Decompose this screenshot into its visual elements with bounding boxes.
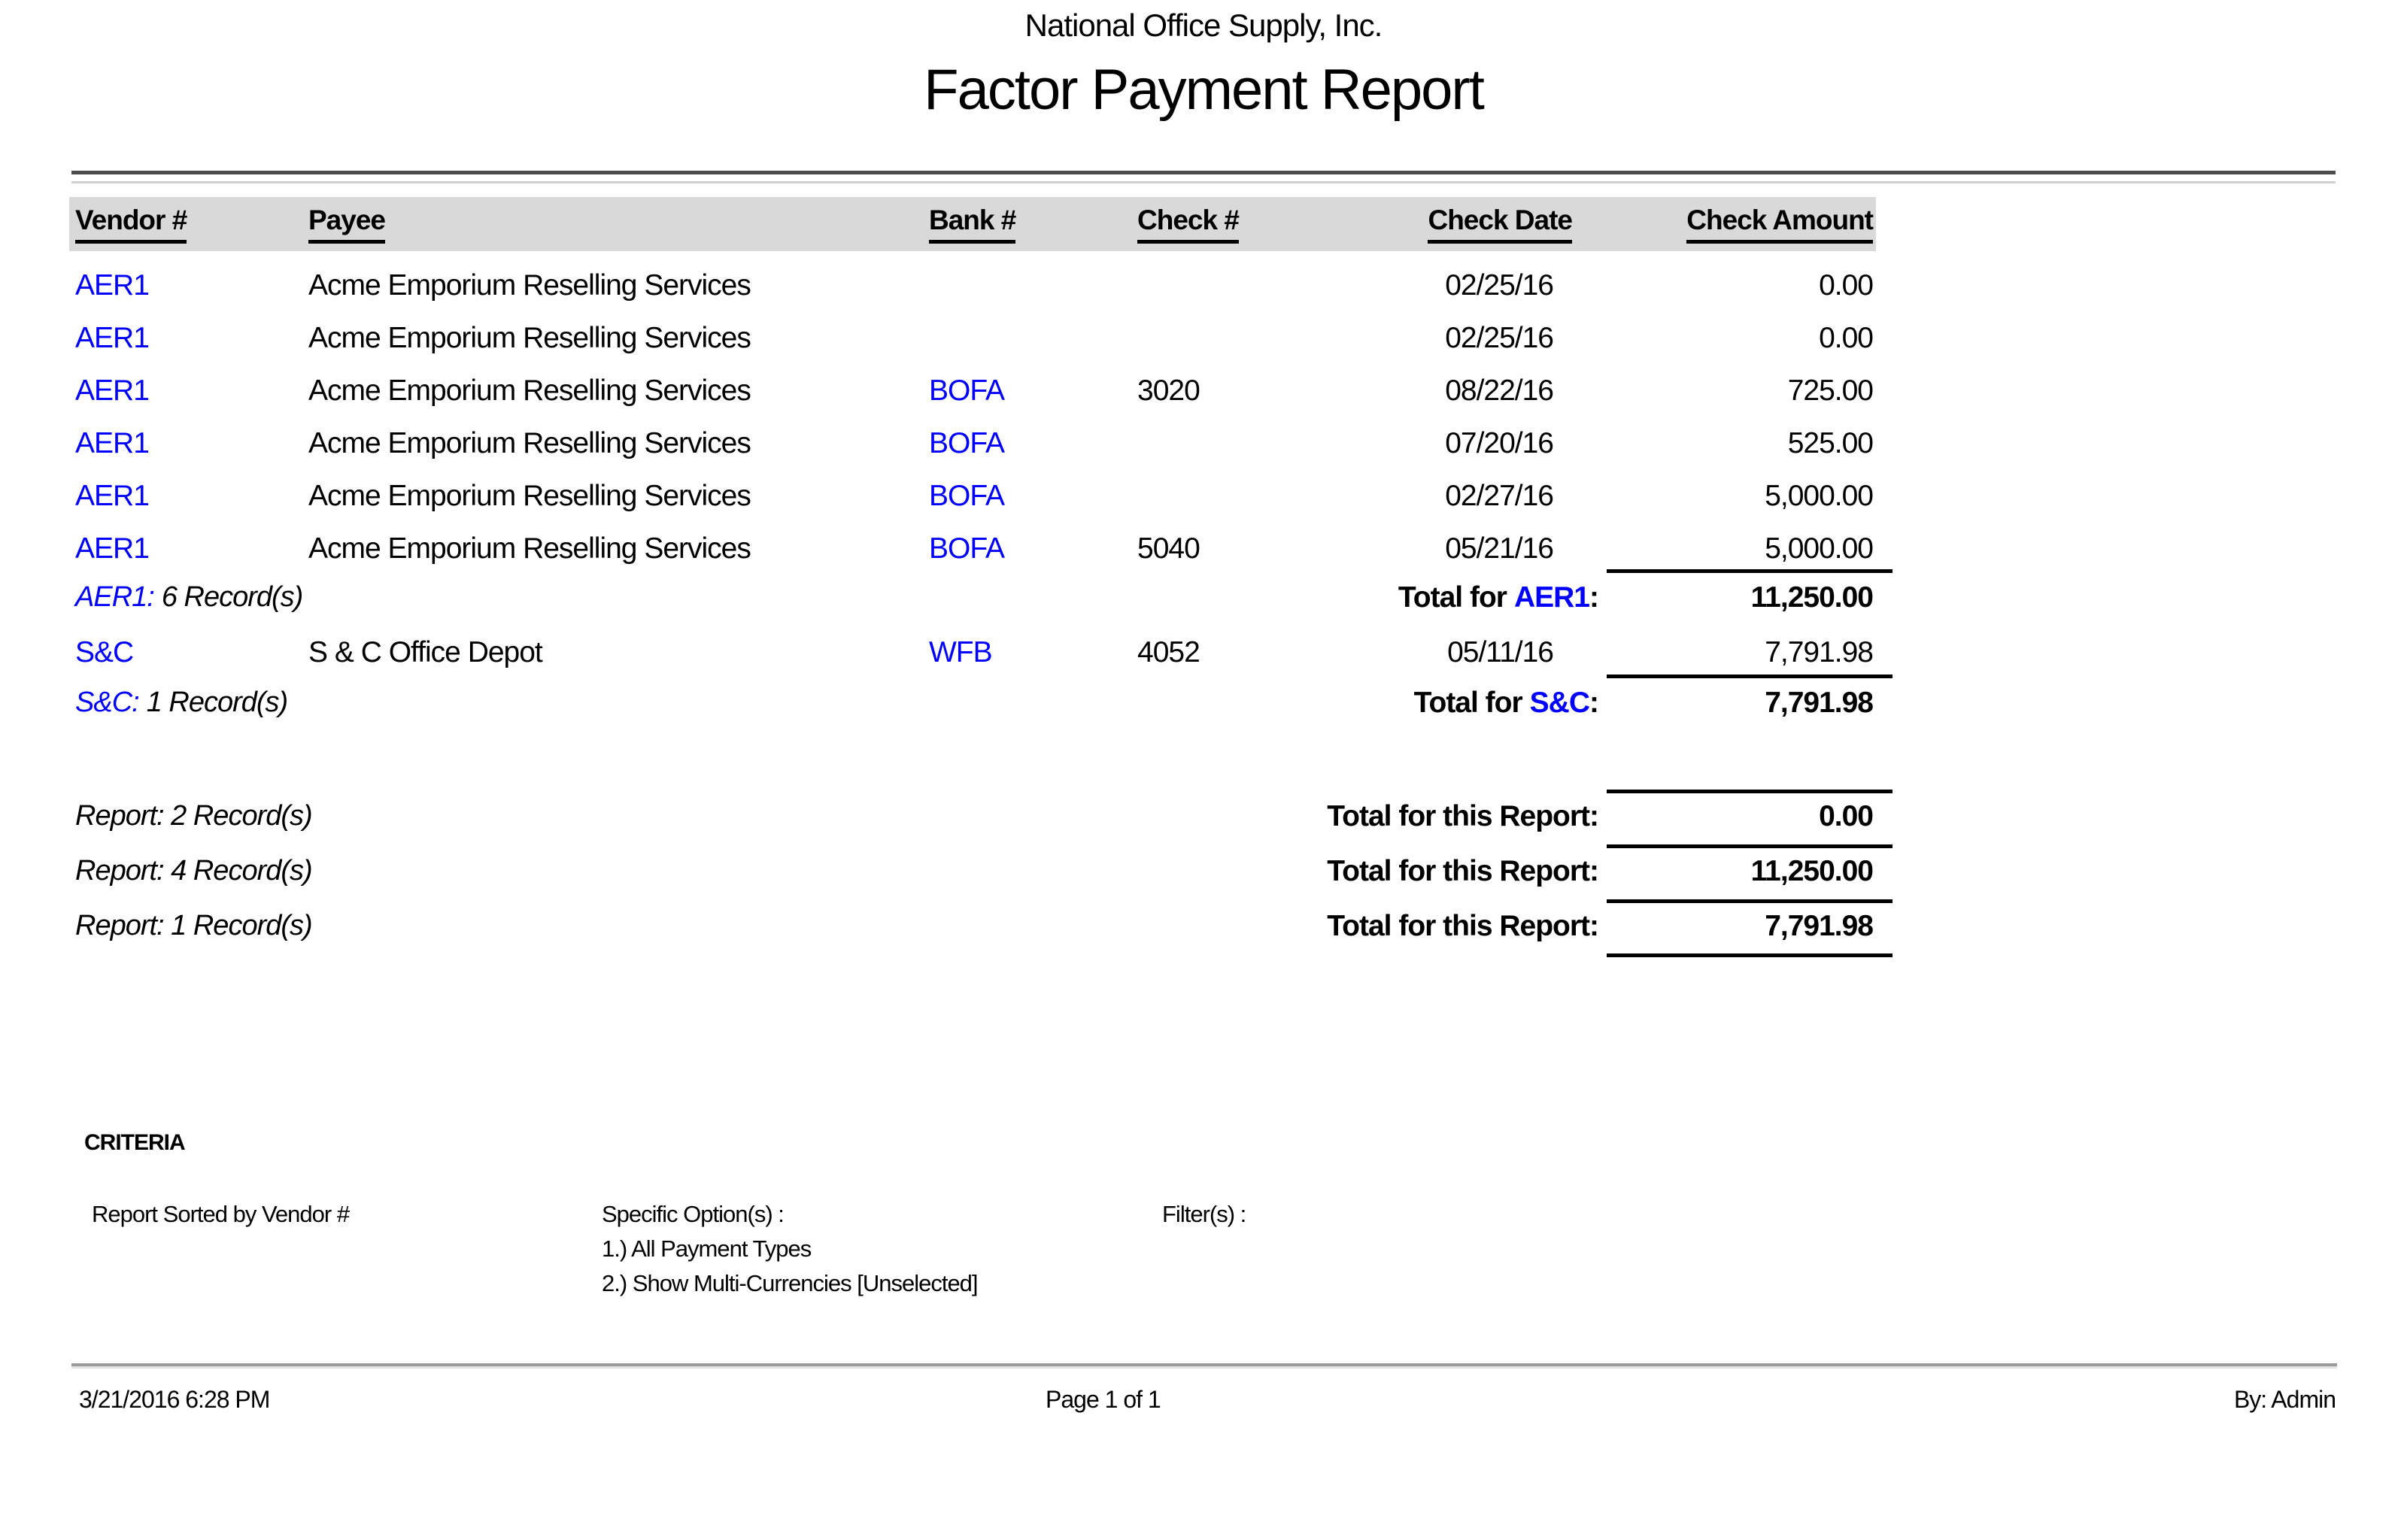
check-date-cell: 07/20/16 xyxy=(1445,427,1553,459)
footer-page-number: Page 1 of 1 xyxy=(1046,1386,1161,1413)
column-header-vendor xyxy=(75,205,187,244)
check-date-cell: 02/27/16 xyxy=(1445,480,1553,512)
payee-cell: S & C Office Depot xyxy=(308,636,542,668)
column-header-payee-label: Payee xyxy=(308,205,385,244)
check-amount-cell: 525.00 xyxy=(1787,427,1873,459)
group-summary-row xyxy=(0,581,2407,614)
group-record-count-text: 1 Record(s) xyxy=(146,687,288,718)
title-divider-dark xyxy=(71,171,2336,174)
bank-link[interactable]: BOFA xyxy=(929,374,1005,407)
criteria-heading: CRITERIA xyxy=(84,1130,185,1155)
report-total-row xyxy=(0,855,2407,888)
group-total-prefix: Total for xyxy=(1398,581,1507,614)
column-header-check-amount-label: Check Amount xyxy=(1686,205,1873,244)
check-amount-cell: 5,000.00 xyxy=(1765,480,1873,512)
check-number-cell: 4052 xyxy=(1137,636,1200,668)
page-title: Factor Payment Report xyxy=(924,58,1483,122)
payee-cell: Acme Emporium Reselling Services xyxy=(308,427,751,459)
report-total-row xyxy=(0,910,2407,943)
criteria-specific-options-label: Specific Option(s) : xyxy=(602,1201,784,1227)
group-total-amount: 11,250.00 xyxy=(1750,581,1873,614)
table-row xyxy=(0,374,2407,408)
group-total-colon: : xyxy=(1589,687,1598,719)
group-record-count-text: 6 Record(s) xyxy=(161,581,303,613)
report-record-count: Report: 4 Record(s) xyxy=(75,855,312,887)
group-total-vendor-link[interactable]: AER1 xyxy=(1513,581,1589,614)
footer-author: By: Admin xyxy=(2233,1386,2336,1413)
check-date-cell: 05/21/16 xyxy=(1445,532,1553,565)
column-header-check-label: Check # xyxy=(1137,205,1239,244)
vendor-link[interactable]: AER1 xyxy=(75,269,149,302)
group-record-count-code: AER1: xyxy=(75,581,154,613)
title-divider-light xyxy=(71,181,2336,183)
footer-datetime: 3/21/2016 6:28 PM xyxy=(79,1386,270,1413)
payee-cell: Acme Emporium Reselling Services xyxy=(308,480,751,512)
criteria-filters-label: Filter(s) : xyxy=(1162,1201,1246,1227)
column-header-check-amount xyxy=(1610,205,1873,244)
report-total-underline xyxy=(1607,953,1893,957)
group-total-amount: 7,791.98 xyxy=(1765,687,1873,719)
table-row xyxy=(0,322,2407,355)
check-date-cell: 02/25/16 xyxy=(1445,269,1553,302)
table-row xyxy=(0,532,2407,565)
report-total-amount: 7,791.98 xyxy=(1765,910,1873,942)
group-total-label xyxy=(1053,581,1598,614)
vendor-link[interactable]: AER1 xyxy=(75,480,149,512)
footer-divider-light xyxy=(71,1366,2337,1369)
check-date-cell: 08/22/16 xyxy=(1445,374,1553,407)
group-total-overline xyxy=(1607,675,1893,678)
check-amount-cell: 0.00 xyxy=(1819,269,1873,302)
report-total-label: Total for this Report: xyxy=(1327,910,1598,942)
group-total-label xyxy=(1053,687,1598,720)
report-total-overline xyxy=(1607,844,1893,848)
column-header-check-date-label: Check Date xyxy=(1428,205,1572,244)
check-amount-cell: 5,000.00 xyxy=(1765,532,1873,565)
check-date-cell: 02/25/16 xyxy=(1445,322,1553,354)
report-total-overline xyxy=(1607,790,1893,793)
group-summary-row xyxy=(0,687,2407,720)
vendor-link[interactable]: AER1 xyxy=(75,427,149,459)
company-name: National Office Supply, Inc. xyxy=(1024,8,1383,43)
table-row xyxy=(0,427,2407,460)
report-total-label: Total for this Report: xyxy=(1327,800,1598,832)
bank-link[interactable]: BOFA xyxy=(929,427,1005,459)
group-record-count-code: S&C: xyxy=(75,687,139,718)
group-total-prefix: Total for xyxy=(1413,687,1522,719)
vendor-link[interactable]: AER1 xyxy=(75,532,149,565)
column-header-bank xyxy=(929,205,1015,244)
report-record-count: Report: 2 Record(s) xyxy=(75,800,312,832)
column-header-payee xyxy=(308,205,385,244)
column-header-check xyxy=(1137,205,1239,244)
bank-link[interactable]: WFB xyxy=(929,636,992,668)
vendor-link[interactable]: AER1 xyxy=(75,374,149,407)
payee-cell: Acme Emporium Reselling Services xyxy=(308,322,751,354)
report-total-row xyxy=(0,800,2407,833)
bank-link[interactable]: BOFA xyxy=(929,532,1005,565)
check-amount-cell: 725.00 xyxy=(1787,374,1873,407)
group-total-colon: : xyxy=(1589,581,1598,614)
vendor-link[interactable]: AER1 xyxy=(75,322,149,354)
check-amount-cell: 7,791.98 xyxy=(1765,636,1873,668)
criteria-option-1: 1.) All Payment Types xyxy=(602,1235,812,1262)
group-record-count xyxy=(75,581,302,614)
table-row xyxy=(0,269,2407,302)
group-record-count xyxy=(75,687,287,719)
report-total-overline xyxy=(1607,899,1893,903)
column-header-bank-label: Bank # xyxy=(929,205,1015,244)
check-number-cell: 3020 xyxy=(1137,374,1200,407)
check-number-cell: 5040 xyxy=(1137,532,1200,565)
check-amount-cell: 0.00 xyxy=(1819,322,1873,354)
column-header-check-date xyxy=(1377,205,1572,244)
vendor-link[interactable]: S&C xyxy=(75,636,134,668)
criteria-option-2: 2.) Show Multi-Currencies [Unselected] xyxy=(602,1270,978,1296)
bank-link[interactable]: BOFA xyxy=(929,480,1005,512)
criteria-sorted-by: Report Sorted by Vendor # xyxy=(92,1201,350,1227)
report-record-count: Report: 1 Record(s) xyxy=(75,910,312,941)
group-total-overline xyxy=(1607,569,1893,573)
group-total-vendor-link[interactable]: S&C xyxy=(1529,687,1589,719)
payee-cell: Acme Emporium Reselling Services xyxy=(308,269,751,302)
report-total-amount: 0.00 xyxy=(1819,800,1873,832)
report-total-amount: 11,250.00 xyxy=(1750,855,1873,887)
report-total-label: Total for this Report: xyxy=(1327,855,1598,887)
table-row xyxy=(0,636,2407,669)
table-row xyxy=(0,480,2407,513)
payee-cell: Acme Emporium Reselling Services xyxy=(308,532,751,565)
check-date-cell: 05/11/16 xyxy=(1447,636,1553,668)
column-header-vendor-label: Vendor # xyxy=(75,205,187,244)
payee-cell: Acme Emporium Reselling Services xyxy=(308,374,751,407)
